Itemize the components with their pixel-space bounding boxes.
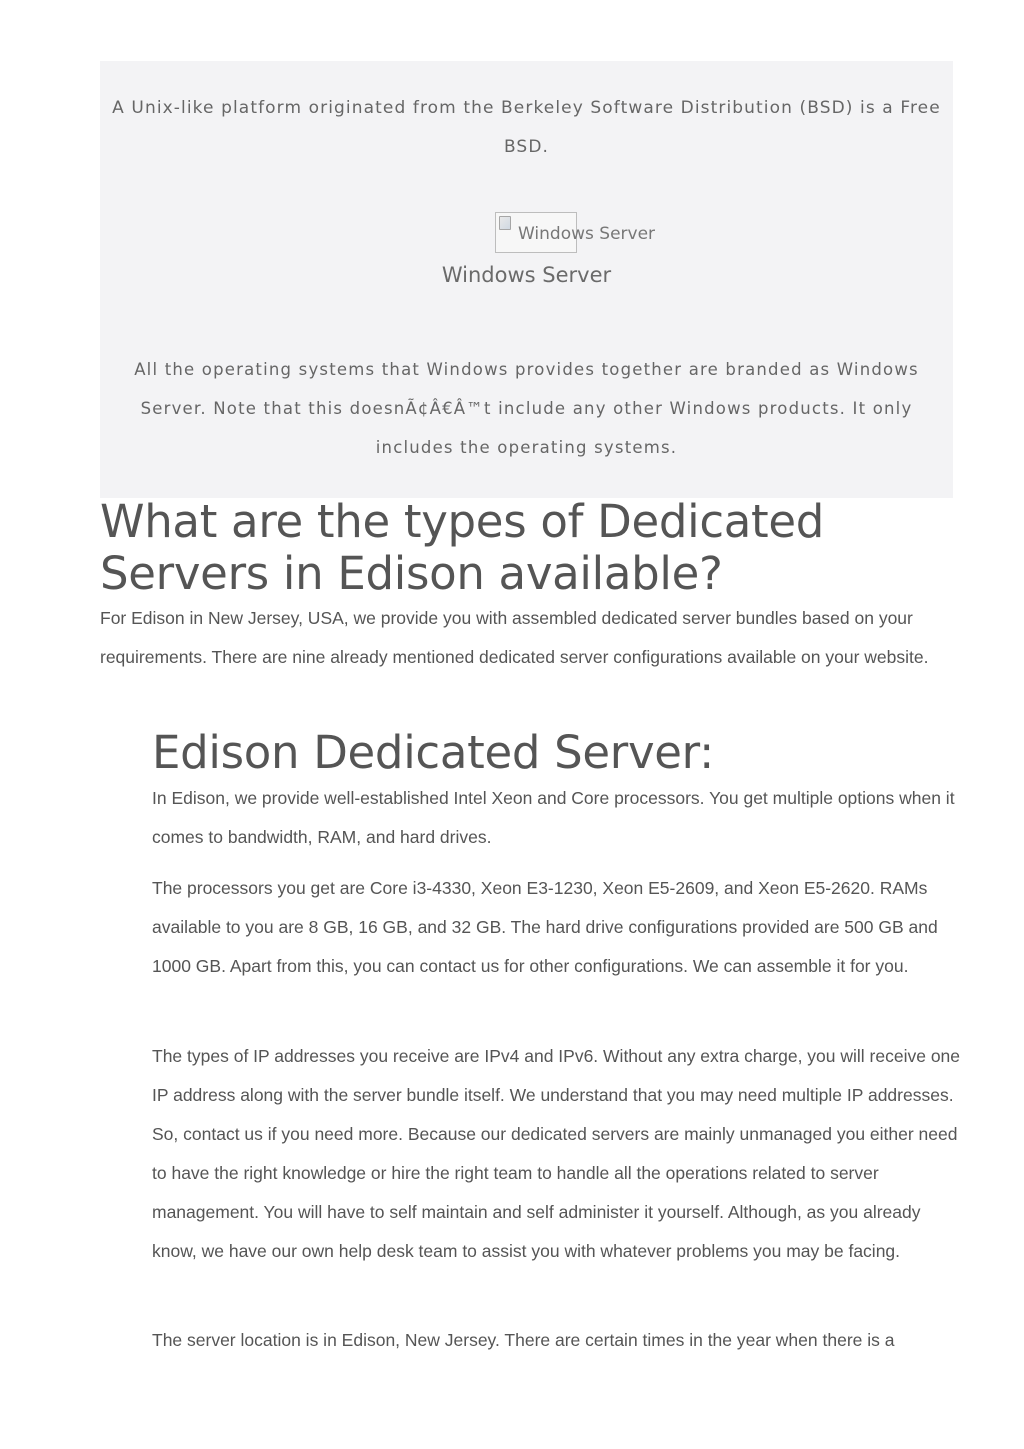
- types-heading: What are the types of Dedicated Servers in Edison available?: [100, 495, 825, 600]
- windows-server-image: [495, 212, 656, 253]
- types-paragraph: For Edison in New Jersey, USA, we provide you with assembled dedicated server bundles based on your requirements. There are nine already mentioned dedicated server configurations available on your website.: [100, 608, 929, 667]
- edison-paragraph-hardware: The processors you get are Core i3-4330, Xeon E3-1230, Xeon E5-2609, and Xeon E5-2620. RAMs available to you are 8 GB, 16 GB, and 32 GB. The hard drive configurations provided are 500 GB and 1000 GB. Apart from this, you can contact us for other configurations. We can assemble it for you.: [152, 878, 938, 976]
- image-alt-text: Windows Server: [518, 224, 656, 244]
- bsd-intro-text: A Unix-like platform originated from the Berkeley Software Distribution (BSD) is a Free BSD.: [112, 98, 941, 157]
- broken-image-icon: [499, 216, 511, 230]
- edison-heading: Edison Dedicated Server:: [152, 726, 714, 779]
- image-caption: Windows Server: [441, 263, 612, 287]
- windows-server-description: All the operating systems that Windows provides together are branded as Windows Server. Note that this doesnÃ¢Â€Â™t include any other Windows products. It only includes the operating systems.: [134, 360, 919, 457]
- edison-paragraph-processors-intro: In Edison, we provide well-established Intel Xeon and Core processors. You get multiple options when it comes to bandwidth, RAM, and hard drives.: [152, 788, 955, 847]
- edison-paragraph-ip-addresses: The types of IP addresses you receive are IPv4 and IPv6. Without any extra charge, you will receive one IP address along with the server bundle itself. We understand that you may need multiple IP addresses. So, contact us if you need more. Because our dedicated servers are mainly unmanaged you either need to have the right knowledge or hire the right team to handle all the operations related to server management. You will have to self maintain and self administer it yourself. Although, as you already know, we have our own help desk team to assist you with whatever problems you may be facing.: [152, 1046, 961, 1261]
- edison-paragraph-location: The server location is in Edison, New Jersey. There are certain times in the year when there is a: [152, 1330, 895, 1350]
